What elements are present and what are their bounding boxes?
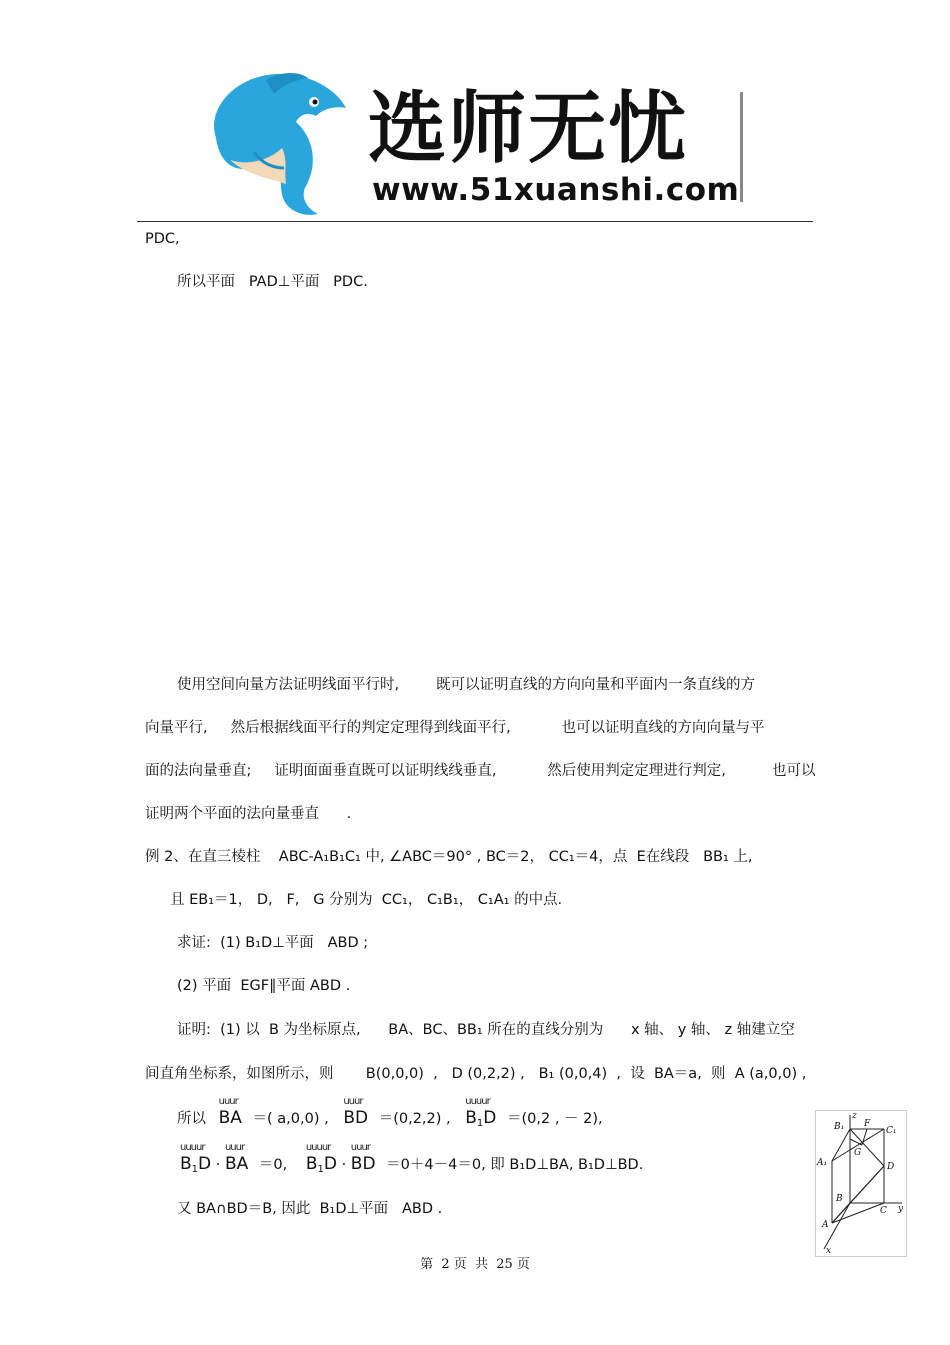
question-line: (2) 平面 EGF∥平面 ABD . [177,978,351,994]
vector-arrow-mark: uuur [350,1142,370,1153]
vector-name: BA [218,1108,242,1128]
figure-label: A₁ [817,1158,828,1168]
paragraph-line: 证明两个平面的法向量垂直 . [145,806,352,822]
vector-arrow-mark: uuuur [305,1142,331,1153]
question-line: 求证: (1) B₁D⊥平面 ABD ; [177,935,369,951]
vector-name: BA [224,1154,249,1174]
example-line: 且 EB₁＝1， D, F, G 分别为 CC₁， C₁B₁， C₁A₁ 的中点. [170,892,563,908]
figure-label: z [852,1111,857,1121]
figure-label: F [864,1119,871,1129]
proof-line: 间直角坐标系，如图所示，则 B(0,0,0) , D (0,2,2) , B₁ (0,0,4) , 设 BA＝a, 则 A (a,0,0) , [145,1066,807,1082]
example-line: 例 2、在直三棱柱 ABC-A₁B₁C₁ 中, ∠ABC＝90° , BC＝2， CC₁＝4，点 E在线段 BB₁ 上, [145,849,753,865]
edge-bd [850,1166,884,1203]
figure-label: y [898,1204,904,1214]
edge-ac [832,1203,884,1223]
edge-b1a1 [832,1129,850,1161]
vector-arrow-mark: uuur [218,1096,238,1107]
vector-name: D [198,1154,212,1174]
vector-name: B [465,1108,477,1128]
vector-b1d [465,1096,497,1134]
proof-line: 证明: (1) 以 B 为坐标原点, BA、BC、BB₁ 所在的直线分别为 x 轴、 y 轴、 z 轴建立空 [177,1022,795,1038]
dolphin-logo-icon [196,68,356,220]
header-rule [137,221,813,222]
figure-label: D [887,1162,895,1172]
vector-arrow-mark: uuur [224,1142,245,1153]
dot-product-value: ＝0＋4－4＝0, 即 B₁D⊥BA, B₁D⊥BD. [386,1157,644,1173]
figure-label: B₁ [834,1122,845,1132]
vector-b1d [305,1142,337,1180]
vector-bd [343,1096,369,1128]
vector-arrow-mark: uuur [343,1096,363,1107]
text-line: 所以平面 PAD⊥平面 PDC. [177,274,368,290]
dot-product-line [180,1142,644,1180]
figure-label: x [826,1246,832,1256]
vector-value: ＝(0,2 , － 2), [507,1111,603,1127]
vector-name: B [305,1154,318,1174]
vector-bd [350,1142,376,1174]
dot-operator: · [341,1157,347,1173]
page-footer: 第 2 页 共 25 页 [420,1257,530,1272]
vector-line-label: 所以 [177,1111,206,1127]
vector-b1d [180,1142,212,1180]
dot-product-value: ＝0, [258,1157,288,1173]
edge-gf [862,1129,867,1145]
vector-name: B [180,1154,192,1174]
figure-label: A [822,1220,829,1230]
vector-ba [224,1142,249,1174]
text-line: PDC, [145,231,180,247]
prism-figure [815,1110,907,1257]
figure-label: G [854,1148,862,1158]
vector-value: ＝(0,2,2) , [378,1111,451,1127]
vector-ba [218,1096,242,1128]
vector-name: BD [343,1108,369,1128]
vector-line [177,1096,603,1134]
figure-label: C₁ [886,1126,897,1136]
vector-name: D [323,1154,337,1174]
figure-label: C [880,1206,887,1216]
dot-operator: · [215,1157,221,1173]
vector-subscript: 1 [317,1164,324,1175]
vector-name: D [483,1108,497,1128]
paragraph-line: 使用空间向量方法证明线面平行时, 既可以证明直线的方向向量和平面内一条直线的方 [177,677,755,693]
vector-subscript: 1 [476,1118,484,1129]
vector-subscript: 1 [191,1164,199,1175]
vector-name: BD [350,1154,376,1174]
figure-label: B [836,1194,843,1204]
vector-arrow-mark: uuuur [465,1096,490,1107]
paragraph-line: 面的法向量垂直; 证明面面垂直既可以证明线线垂直, 然后使用判定定理进行判定, 也可以 [145,763,816,779]
proof-line: 又 BA∩BD＝B, 因此 B₁D⊥平面 ABD . [177,1201,443,1217]
brand-title: 选师无忧 [368,84,689,174]
paragraph-line: 向量平行, 然后根据线面平行的判定定理得到线面平行, 也可以证明直线的方向向量与平 [145,720,765,736]
vector-value: ＝( a,0,0) , [252,1111,329,1127]
brand-url: www.51xuanshi.com [372,172,740,208]
vector-arrow-mark: uuuur [180,1142,205,1153]
header-divider [740,92,743,202]
